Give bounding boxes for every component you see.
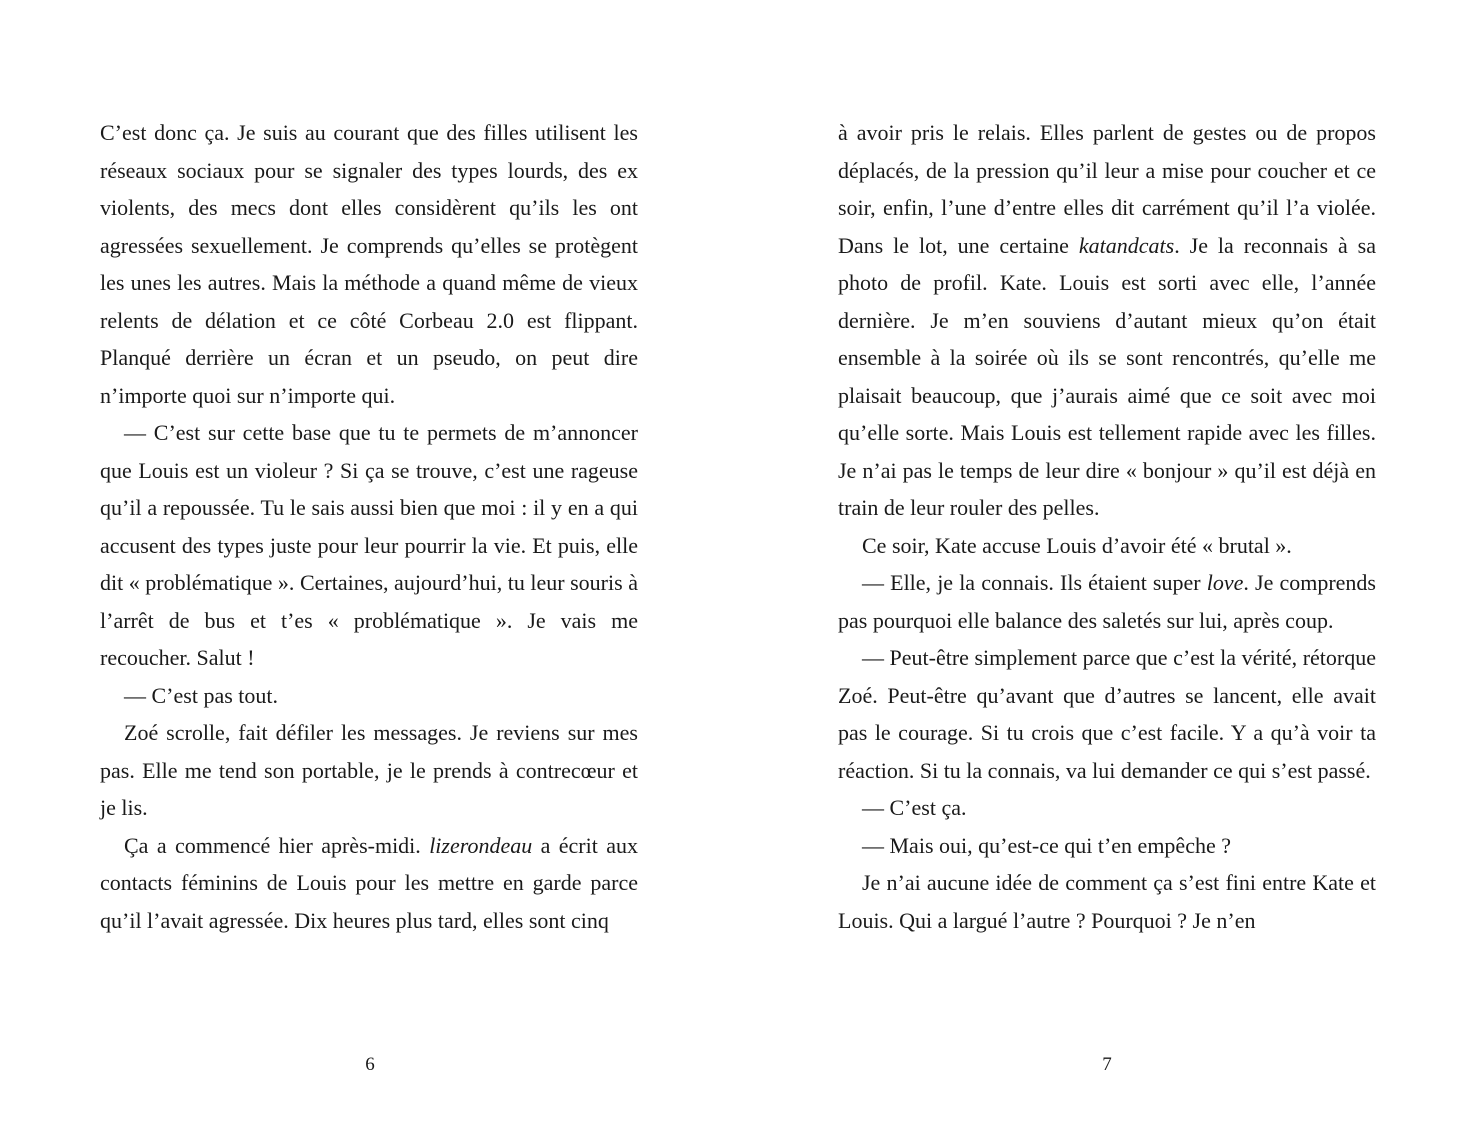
text-run: C’est donc ça. Je suis au courant que des filles utilisent les réseaux sociaux pour se signaler des types lourds, des ex violents, des mecs dont elles considèrent qu’ils les ont agressées sexuellement. Je comprends qu’elles se protègent les unes les autres. Mais la méthode a quand même de vieux relents de délation et ce côté Corbeau 2.0 est flippant. Planqué derrière un écran et un pseudo, on peut dire n’importe quoi sur n’importe qui. <box>100 120 638 408</box>
italic-text-run: katandcats <box>1078 232 1175 258</box>
text-run: a écrit aux contacts féminins de Louis pour les mettre en garde parce qu’il l’avait agressée. Dix heures plus tard, elles sont cinq <box>100 832 639 933</box>
text-run: — Elle, je la connais. Ils étaient super <box>862 570 1207 595</box>
paragraph <box>100 827 638 940</box>
paragraph <box>838 564 1376 639</box>
paragraph <box>100 114 638 414</box>
text-run: — C’est sur cette base que tu te permets de m’annoncer que Louis est un violeur ? Si ça se trouve, c’est une rageuse qu’il a repoussée. Tu le sais aussi bien que moi : il y en a qui accusent des types juste pour leur pourrir la vie. Et puis, elle dit « problématique ». Certaines, aujourd’hui, tu leur souris à l’arrêt de bus et t’es « problématique ». Je vais me recoucher. Salut ! <box>100 420 638 670</box>
paragraph <box>838 639 1376 789</box>
page-number-right: 7 <box>1102 1054 1112 1075</box>
paragraph <box>838 864 1376 939</box>
text-run: Ce soir, Kate accuse Louis d’avoir été « brutal ». <box>862 532 1292 558</box>
paragraph <box>100 714 638 827</box>
paragraph <box>838 827 1376 865</box>
text-run: Zoé scrolle, fait défiler les messages. Je reviens sur mes pas. Elle me tend son portable, je le prends à contrecœur et je lis. <box>100 720 638 820</box>
paragraph <box>100 414 638 677</box>
text-run: . Je comprends pas pourquoi elle balance des saletés sur lui, après coup. <box>838 570 1376 633</box>
left-page <box>100 114 638 939</box>
text-run: Ça a commencé hier après-midi. <box>124 832 430 858</box>
text-run: — C’est ça. <box>862 795 967 820</box>
paragraph <box>838 527 1376 565</box>
text-run: . Je la reconnais à sa photo de profil. Kate. Louis est sorti avec elle, l’année dernière. Je m’en souviens d’autant mieux qu’on était ensemble à la soirée où ils se sont rencontrés, qu’elle me plaisait beaucoup, que j’aurais aimé que ce soit avec moi qu’elle sorte. Mais Louis est tellement rapide avec les filles. Je n’ai pas le temps de leur dire « bonjour » qu’il est déjà en train de leur rouler des pelles. <box>838 232 1376 520</box>
page-number-left: 6 <box>365 1054 375 1075</box>
right-page-text <box>838 114 1376 939</box>
paragraph <box>100 677 638 715</box>
text-run: — C’est pas tout. <box>124 682 278 708</box>
left-page-text <box>100 114 638 939</box>
italic-text-run: lizerondeau <box>429 832 533 858</box>
text-run: — Peut-être simplement parce que c’est la vérité, rétorque Zoé. Peut-être qu’avant que d’autres se lancent, elle avait pas le courage. Si tu crois que c’est facile. Y a qu’à voir ta réaction. Si tu la connais, va lui demander ce qui s’est passé. <box>838 645 1376 783</box>
text-run: à avoir pris le relais. Elles parlent de gestes ou de propos déplacés, de la pression qu’il leur a mise pour coucher et ce soir, enfin, l’une d’entre elles dit carrément qu’il l’a violée. Dans le lot, une certaine <box>838 120 1376 258</box>
italic-text-run: love <box>1206 570 1244 595</box>
text-run: — Mais oui, qu’est-ce qui t’en empêche ? <box>862 832 1231 858</box>
text-run: Je n’ai aucune idée de comment ça s’est fini entre Kate et Louis. Qui a largué l’autre ? Pourquoi ? Je n’en <box>838 870 1376 933</box>
paragraph <box>838 114 1376 527</box>
paragraph <box>838 789 1376 827</box>
right-page <box>838 114 1376 939</box>
